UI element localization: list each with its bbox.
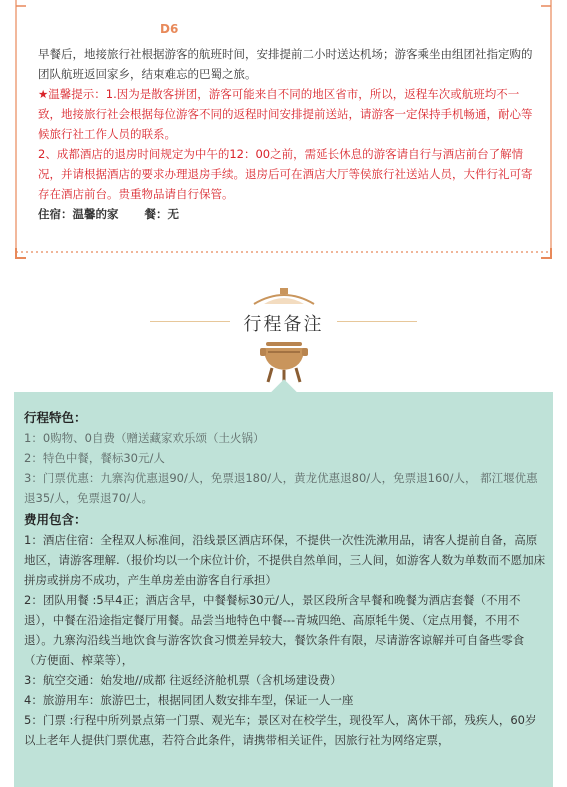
notes-panel bbox=[14, 392, 553, 787]
section-title: 行程备注 bbox=[243, 314, 324, 335]
ornament-top-icon bbox=[244, 284, 324, 306]
feature-item: 2：特色中餐，餐标30元/人 bbox=[24, 451, 165, 465]
fee-item: 1：酒店住宿：全程双人标准间，沿线景区酒店环保，不提供一次性洗漱用品，请客人提前自备，高原地区，请游客理解.（报价均以一个床位计价，不提供自然单间，三人间，如游客人数为单数而不愿加床拼房或拼房不成功，产生单房差由游客自行承担） bbox=[24, 533, 546, 587]
fee-item: 2：团队用餐 :5早4正；酒店含早，中餐餐标30元/人，景区段所含早餐和晚餐为酒店套餐（不用不退），中餐在沿途指定餐厅用餐。品尝当地特色中餐---青城四绝、高原牦牛煲、（定点用餐，不用不退）。九寨沟沿线当地饮食与游客饮食习惯差异较大，餐饮条件有限，尽请游客谅解并可自备些零食（方便面、榨菜等）， bbox=[24, 593, 525, 667]
stay-meal-row bbox=[38, 204, 538, 224]
day-card bbox=[14, 0, 553, 260]
warm-tip-1: ★温馨提示：1.因为是散客拼团，游客可能来自不同的地区省市，所以，返程车次或航班均不一致，地接旅行社会根据每位游客不同的返程时间安排提前送站，请游客一定保持手机畅通，耐心等候旅行社工作人员的联系。 bbox=[38, 87, 533, 141]
notes-content bbox=[24, 406, 546, 750]
warm-tip-2: 2、成都酒店的退房时间规定为中午的12：00之前，需延长休息的游客请自行与酒店前台了解情况，并请根据酒店的要求办理退房手续。退房后可在酒店大厅等侯旅行社送站人员，大件行礼可寄存在酒店前台。贵重物品请自行保管。 bbox=[38, 147, 533, 201]
fee-item: 3：航空交通：始发地//成都 往返经济舱机票（含机场建设费） bbox=[24, 673, 342, 687]
feature-item: 3：门票优惠：九寨沟优惠退90/人，免票退180/人，黄龙优惠退80/人，免票退160/人， 都江堰优惠退35/人，免票退70/人。 bbox=[24, 471, 538, 505]
day-label: D6 bbox=[160, 22, 179, 36]
day-description: 早餐后，地接旅行社根据游客的航班时间，安排提前二小时送达机场；游客乘坐由组团社指定购的团队航班返回家乡，结束难忘的巴蜀之旅。 bbox=[38, 47, 533, 81]
features-heading: 行程特色： bbox=[24, 410, 87, 425]
feature-item: 1：0购物、0自费（赠送藏家欢乐颂（土火锅） bbox=[24, 431, 265, 445]
meal-text: 餐：无 bbox=[144, 207, 180, 221]
stay-text: 住宿：温馨的家 bbox=[38, 207, 119, 221]
fee-item: 4：旅游用车：旅游巴士，根据同团人数安排车型，保证一人一座 bbox=[24, 693, 354, 707]
fees-heading: 费用包含： bbox=[24, 512, 87, 527]
cauldron-icon bbox=[258, 338, 310, 384]
fee-item: 5：门票 :行程中所列景点第一门票、观光车；景区对在校学生，现役军人，离休干部，残疾人，60岁以上老年人提供门票优惠，若符合此条件，请携带相关证件，因旅行社为网络定票， bbox=[24, 713, 537, 747]
day-content bbox=[38, 44, 538, 224]
section-heading bbox=[0, 270, 567, 390]
